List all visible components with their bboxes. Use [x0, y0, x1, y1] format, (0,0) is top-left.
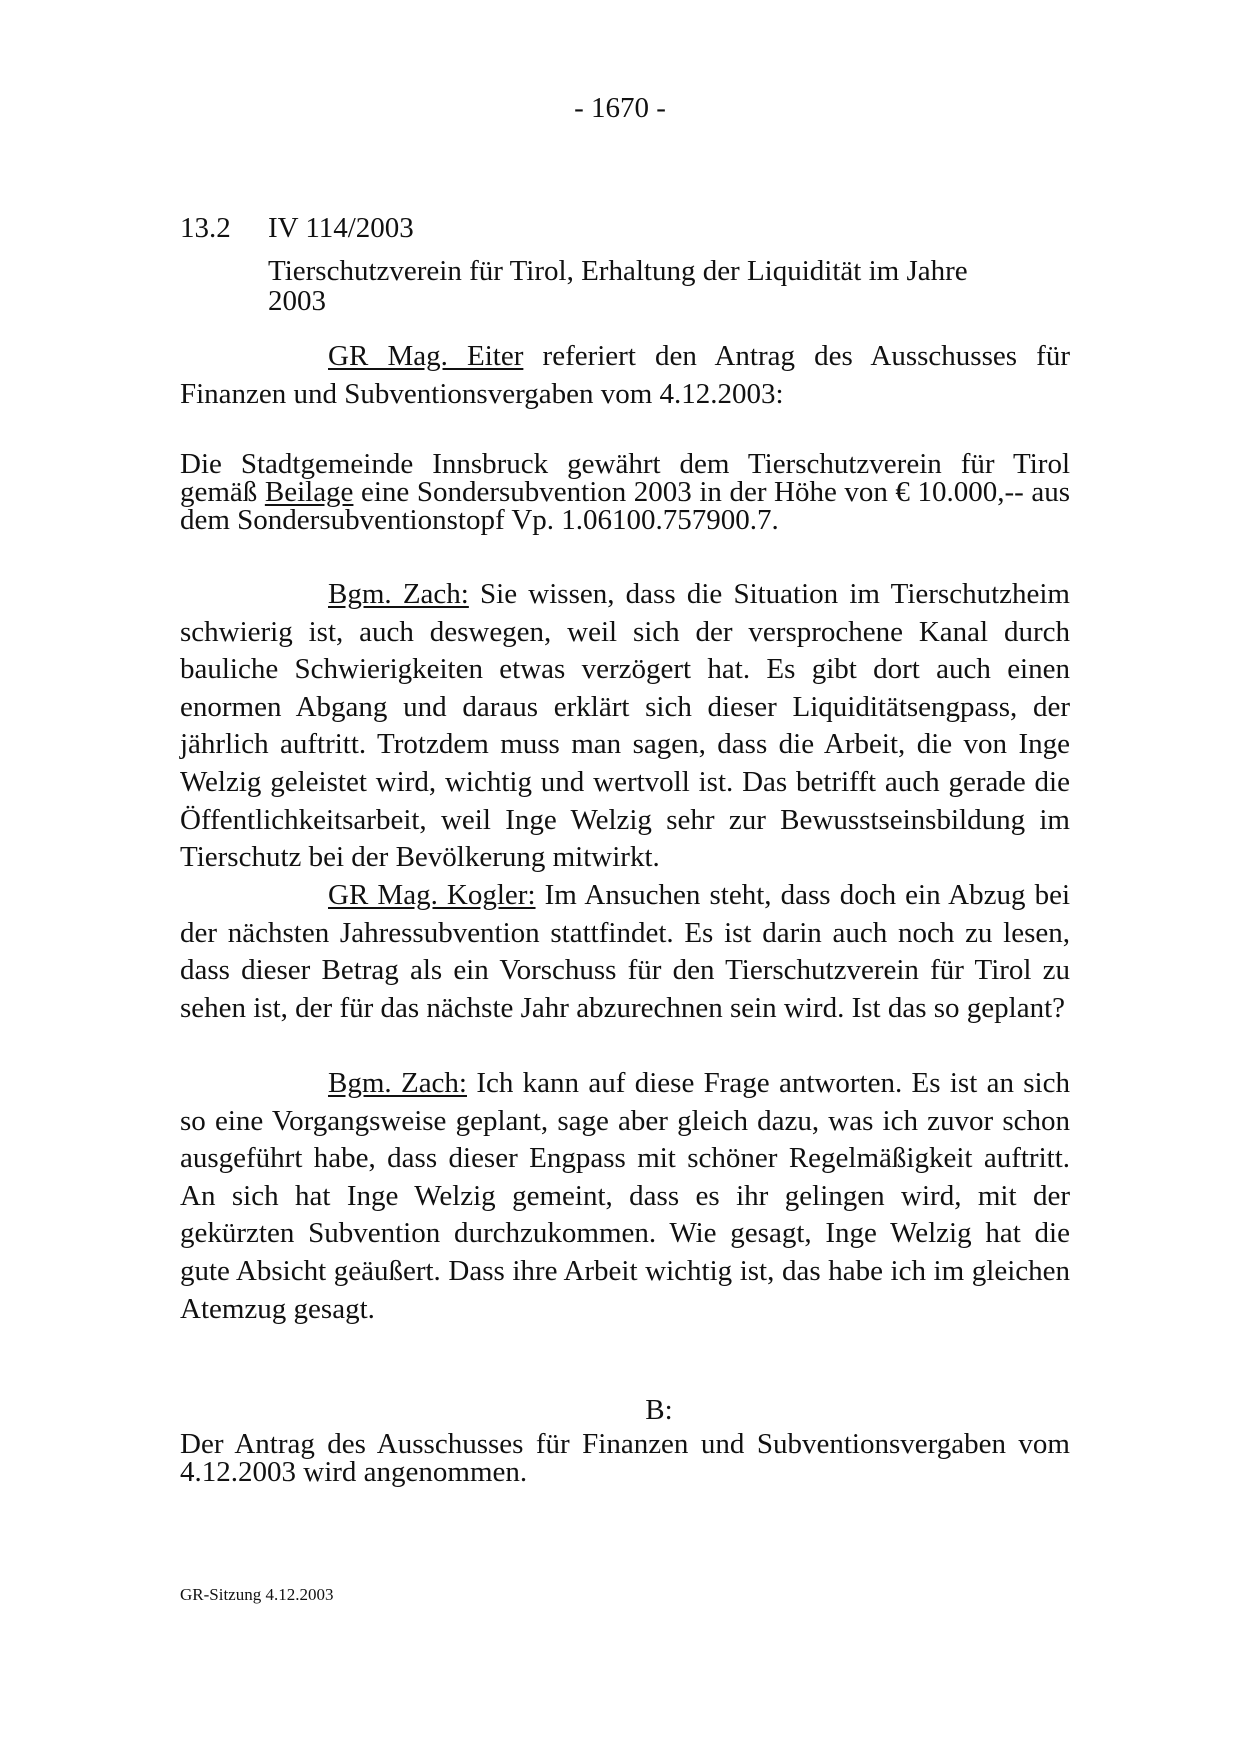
speaker-name: GR Mag. Eiter	[328, 340, 524, 372]
resolution-label: B:	[645, 1394, 673, 1426]
statement-text: Ich kann auf diese Frage antworten. Es ist an sich so eine Vorgangsweise geplant, sage aber gleich dazu, was ich zuvor schon ausgeführt habe, dass dieser Engpass mit schöner Regelmäßigkeit auftritt. An sich hat Inge Welzig gemeint, dass es ihr gelingen wird, mit der gekürzten Subvention durchzukommen. Wie gesagt, Inge Welzig hat die gute Absicht geäußert. Dass ihre Arbeit wichtig ist, das habe ich im gleichen Atemzug gesagt.	[180, 1067, 1070, 1325]
motion-paragraph	[180, 450, 1070, 534]
intro-text: referiert den Antrag des Ausschusses für Finanzen und Subventionsvergaben vom 4.12.2003:	[180, 340, 1070, 410]
statement-paragraph	[180, 576, 1070, 877]
statement-text: Sie wissen, dass die Situation im Tierschutzheim schwierig ist, auch deswegen, weil sich der versprochene Kanal durch bauliche Schwierigkeiten etwas verzögert hat. Es gibt dort auch einen enormen Abgang und daraus erklärt sich dieser Liquiditätsengpass, der jährlich auftritt. Trotzdem muss man sagen, dass die Arbeit, die von Inge Welzig geleistet wird, wichtig und wertvoll ist. Das betrifft auch gerade die Öffentlichkeitsarbeit, weil Inge Welzig sehr zur Bewusstseinsbildung im Tierschutz bei der Bevölkerung mitwirkt.	[180, 578, 1070, 874]
resolution-text: Der Antrag des Ausschusses für Finanzen und Subventionsvergaben vom 4.12.2003 wird angenommen.	[180, 1428, 1070, 1488]
intro-paragraph	[180, 338, 1070, 413]
footer-session-date: GR-Sitzung 4.12.2003	[180, 1585, 334, 1604]
agenda-item-title: Tierschutzverein für Tirol, Erhaltung der Liquidität im Jahre 2003	[268, 255, 968, 317]
attachment-link[interactable]: Beilage	[264, 476, 354, 508]
motion-text-before: Die Stadtgemeinde Innsbruck gewährt dem Tierschutzverein für Tirol gemäß	[180, 448, 1070, 508]
page-number: - 1670 -	[574, 92, 666, 124]
motion-text-after: eine Sondersubvention 2003 in der Höhe von € 10.000,-- aus dem Sondersubventionstopf Vp. 1.06100.757900.7.	[180, 476, 1070, 536]
statement-paragraph	[180, 1065, 1070, 1328]
statement-paragraph	[180, 877, 1070, 1027]
speaker-name: Bgm. Zach:	[328, 1067, 467, 1099]
speaker-name: GR Mag. Kogler:	[328, 879, 536, 911]
statement-text: Im Ansuchen steht, dass doch ein Abzug bei der nächsten Jahressubvention stattfindet. Es ist darin auch noch zu lesen, dass dieser Betrag als ein Vorschuss für den Tierschutzverein für Tirol zu sehen ist, der für das nächste Jahr abzurechnen sein wird. Ist das so geplant?	[180, 879, 1070, 1024]
agenda-item-reference: IV 114/2003	[268, 212, 414, 244]
speaker-name: Bgm. Zach:	[328, 578, 469, 610]
agenda-item-number: 13.2	[180, 212, 231, 244]
